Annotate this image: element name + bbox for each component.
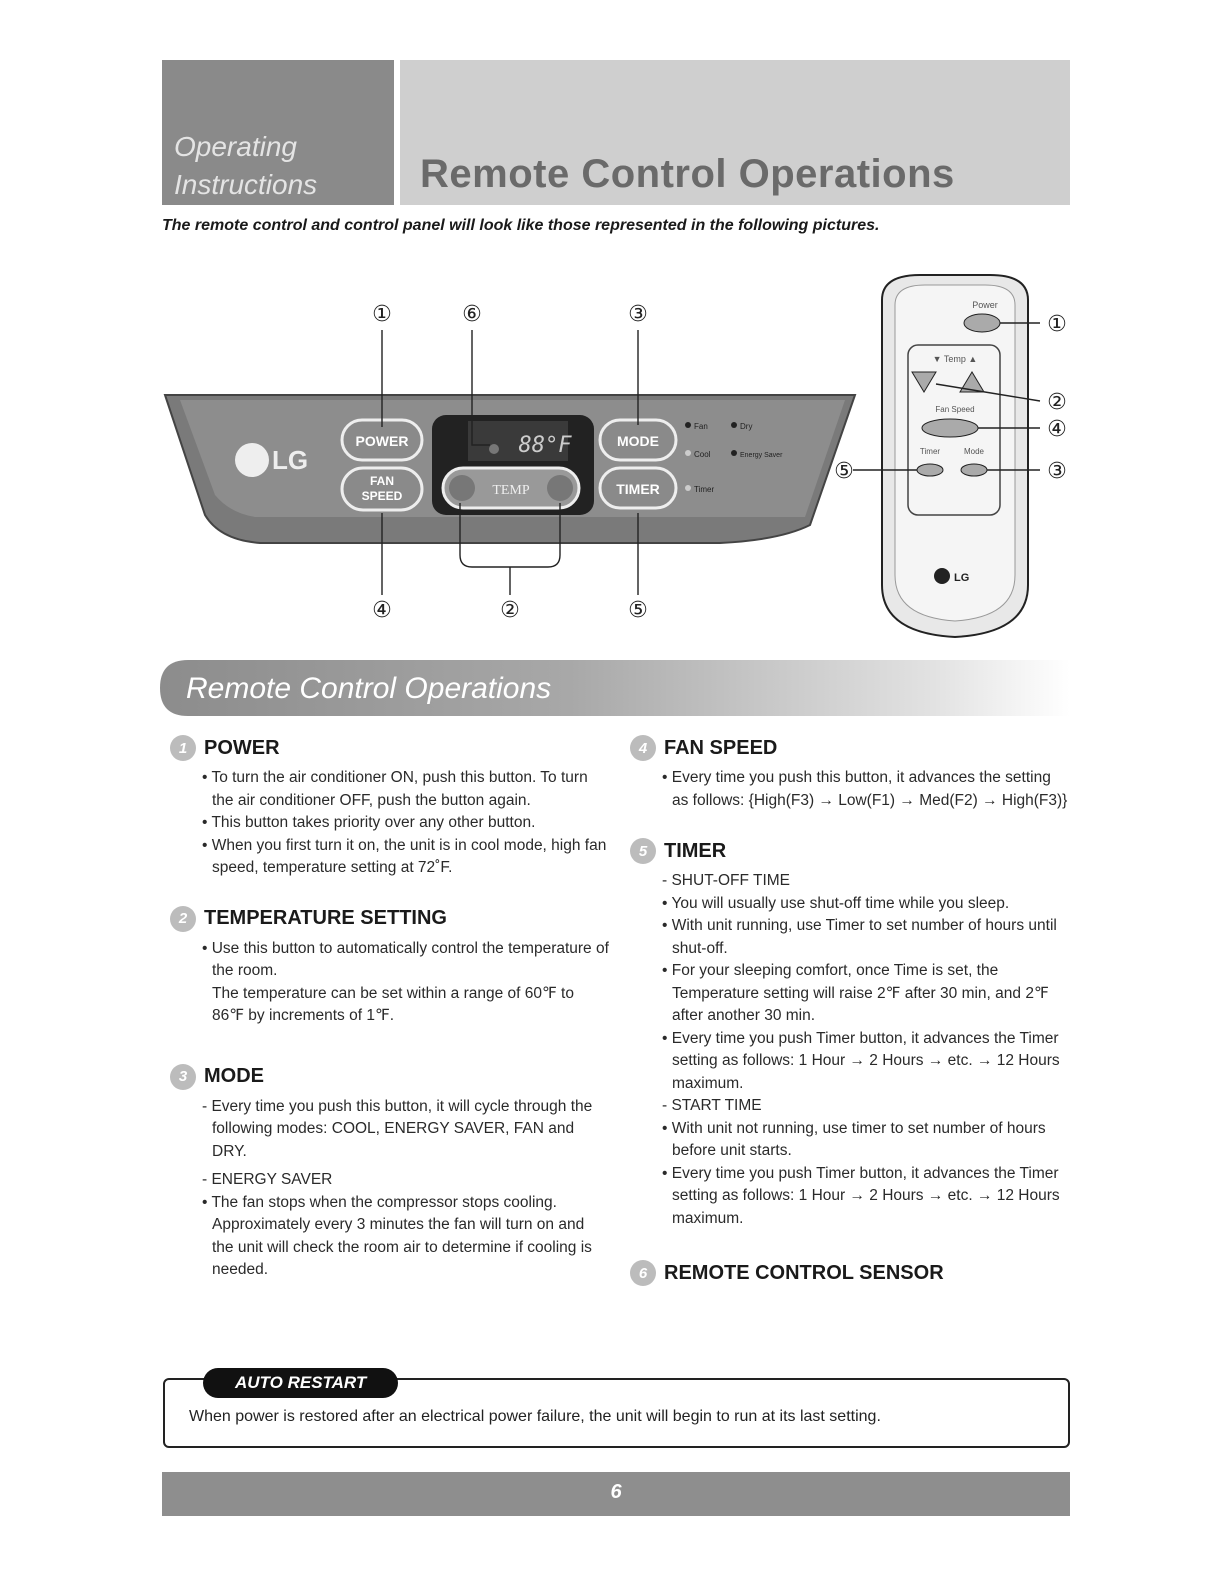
temperature-heading	[170, 906, 610, 932]
temp-up-icon[interactable]	[547, 475, 573, 501]
power-item-2: • This button takes priority over any other button.	[202, 814, 536, 831]
fan-speed-body	[630, 767, 1070, 812]
timer-indicator-icon	[685, 485, 691, 491]
panel-brand: LG	[272, 445, 309, 475]
power-item-1: • To turn the air conditioner ON, push this button. To turn the air conditioner OFF, push the button again.	[202, 769, 588, 809]
panel-temp-label: TEMP	[492, 483, 530, 498]
remote-fan-speed-button[interactable]	[922, 419, 978, 437]
fan-speed-item-1: • Every time you push this button, it advances the setting as follows: {High(F3) → Low(F1) → Med(F2) → High(F3)}	[662, 769, 1068, 809]
intro-text: The remote control and control panel will look like those represented in the following pictures.	[162, 217, 880, 234]
temp-down-icon[interactable]	[449, 475, 475, 501]
panel-speed-label: SPEED	[361, 489, 403, 503]
number-4-icon: 4	[630, 735, 656, 761]
indicator-timer-label: Timer	[694, 485, 715, 494]
header-line-instructions: Instructions	[174, 169, 318, 200]
auto-restart-text: When power is restored after an electrical power failure, the unit will begin to run at its last setting.	[189, 1408, 881, 1425]
remote-mode-button[interactable]	[961, 464, 987, 476]
number-3-icon: 3	[170, 1064, 196, 1090]
page-footer	[162, 1472, 1070, 1516]
panel-timer-label: TIMER	[616, 481, 660, 497]
remote-timer-label: Timer	[919, 447, 941, 456]
page-title: Remote Control Operations	[420, 152, 955, 196]
remote-timer-button[interactable]	[917, 464, 943, 476]
sensor-heading	[630, 1260, 1070, 1286]
callout-5: ⑤	[628, 598, 648, 623]
header-title-bar	[400, 60, 1070, 205]
remote-lg-logo-icon	[934, 568, 950, 584]
indicator-energy-label: Energy Saver	[740, 452, 783, 459]
timer-item-3: • With unit running, use Timer to set number of hours until shut-off.	[662, 917, 1057, 957]
timer-body	[630, 870, 1070, 1230]
remote-callout-1: ①	[1047, 312, 1067, 337]
right-column	[630, 735, 1070, 1306]
header-section-tab	[162, 60, 394, 205]
timer-item-6: - START TIME	[662, 1097, 762, 1114]
callout-1: ①	[372, 302, 392, 327]
temperature-title: TEMPERATURE SETTING	[204, 907, 447, 929]
remote-callout-5: ⑤	[834, 459, 854, 484]
control-panel-figure	[160, 255, 1080, 650]
indicator-cool-label: Cool	[694, 450, 711, 459]
panel-power-label: POWER	[355, 433, 409, 449]
temperature-item-2: The temperature can be set within a range of 60℉ to 86℉ by increments of 1℉.	[212, 984, 574, 1024]
fan-speed-title: FAN SPEED	[664, 736, 778, 759]
number-1-icon: 1	[170, 735, 196, 761]
callout-6: ⑥	[462, 302, 482, 327]
left-column	[170, 735, 610, 1302]
number-2-icon: 2	[170, 906, 196, 932]
remote-temp-label: ▼ Temp ▲	[932, 354, 978, 364]
panel-fan-label: FAN	[370, 474, 394, 488]
mode-section	[170, 1064, 610, 1282]
remote-sensor-icon	[489, 444, 499, 454]
remote-callout-3: ③	[1047, 459, 1067, 484]
dry-indicator-icon	[731, 422, 737, 428]
remote-power-label: Power	[972, 300, 998, 310]
cool-indicator-icon	[685, 450, 691, 456]
remote-callout-2: ②	[1047, 390, 1067, 415]
callout-2: ②	[500, 598, 520, 623]
timer-item-2: • You will usually use shut-off time while you sleep.	[662, 894, 1010, 912]
number-6-icon: 6	[630, 1260, 656, 1286]
fan-speed-heading	[630, 735, 1070, 761]
power-item-3: • When you first turn it on, the unit is in cool mode, high fan speed, temperature setting at 72˚F.	[202, 836, 607, 876]
power-body	[170, 767, 610, 880]
energy-indicator-icon	[731, 450, 737, 456]
timer-item-1: - SHUT-OFF TIME	[662, 872, 791, 889]
callout-3: ③	[628, 302, 648, 327]
temperature-item-1: • Use this button to automatically control the temperature of the room.	[202, 939, 609, 979]
mode-item-2: - ENERGY SAVER	[202, 1171, 333, 1188]
sensor-section	[630, 1260, 1070, 1286]
mode-body	[170, 1096, 610, 1282]
remote-callout-4: ④	[1047, 417, 1067, 442]
timer-section	[630, 838, 1070, 1230]
header-section-label	[174, 128, 317, 204]
banner-title: Remote Control Operations	[186, 672, 552, 705]
header-line-operating: Operating	[174, 131, 297, 162]
mode-item-1: - Every time you push this button, it will cycle through the following modes: COOL, ENERGY SAVER, FAN and DRY.	[202, 1097, 593, 1160]
timer-heading	[630, 838, 1070, 864]
temperature-section	[170, 906, 610, 1028]
mode-title: MODE	[204, 1065, 264, 1087]
mode-item-3: • The fan stops when the compressor stops cooling. Approximately every 3 minutes the fan will turn on and the unit will check the room air to determine if cooling is needed.	[202, 1193, 592, 1278]
power-section	[170, 735, 610, 880]
timer-item-7: • With unit not running, use timer to set number of hours before unit starts.	[662, 1119, 1046, 1159]
panel-display-readout: 88°F	[518, 433, 572, 458]
timer-item-5: • Every time you push Timer button, it advances the Timer setting as follows: 1 Hour → 2 Hours → etc. → 12 Hours maximum.	[662, 1029, 1060, 1092]
remote-brand: LG	[954, 572, 970, 584]
remote-face	[895, 285, 1015, 621]
remote-power-button[interactable]	[964, 314, 1000, 332]
fan-speed-section	[630, 735, 1070, 812]
sensor-title: REMOTE CONTROL SENSOR	[664, 1261, 944, 1284]
remote-fan-speed-label: Fan Speed	[935, 405, 975, 414]
indicator-fan-label: Fan	[694, 422, 708, 431]
timer-item-8: • Every time you push Timer button, it advances the Timer setting as follows: 1 Hour → 2 Hours → etc. → 12 Hours maximum.	[662, 1164, 1060, 1227]
power-title: POWER	[204, 736, 280, 759]
indicator-dry-label: Dry	[740, 422, 753, 431]
auto-restart-box	[163, 1373, 1070, 1448]
number-5-icon: 5	[630, 838, 656, 864]
section-banner	[160, 660, 1070, 716]
lg-logo-icon	[235, 443, 269, 477]
temperature-body	[170, 938, 610, 1028]
timer-title: TIMER	[664, 839, 727, 862]
mode-heading	[170, 1064, 610, 1090]
power-heading	[170, 735, 610, 761]
timer-item-4: • For your sleeping comfort, once Time is set, the Temperature setting will raise 2℉ after 30 min, and 2℉ after another 30 min.	[662, 962, 1049, 1024]
remote-mode-label: Mode	[963, 447, 985, 456]
callout-4: ④	[372, 598, 392, 623]
fan-indicator-icon	[685, 422, 691, 428]
panel-mode-label: MODE	[617, 433, 659, 449]
page-header	[162, 60, 1070, 205]
page-number: 6	[610, 1481, 622, 1503]
auto-restart-tag: AUTO RESTART	[203, 1368, 398, 1398]
